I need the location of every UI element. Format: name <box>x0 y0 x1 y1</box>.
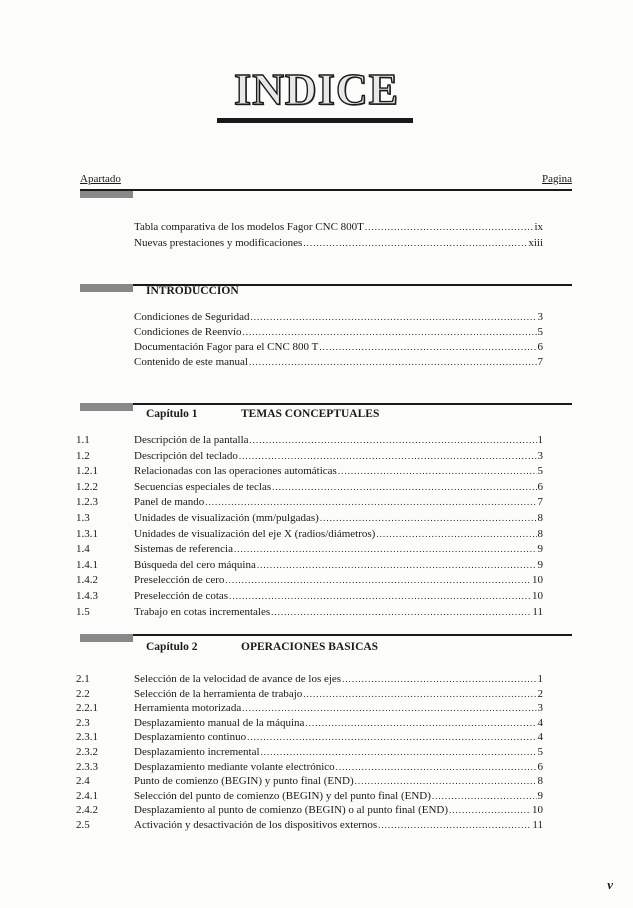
toc-entry-page: 9 <box>537 558 543 571</box>
toc-entry-page: 6 <box>537 760 543 773</box>
toc-entry-number: 2.2.1 <box>76 702 98 715</box>
toc-entry-title: Condiciones de Seguridad <box>134 311 250 323</box>
toc-leader-dots <box>242 700 536 716</box>
toc-entry <box>76 432 543 448</box>
toc-entry-title: Documentación Fagor para el CNC 800 T <box>134 341 319 353</box>
toc-leader-dots <box>229 588 531 604</box>
toc-entry <box>76 572 543 588</box>
toc-leader-dots <box>249 354 537 370</box>
toc-entry-number: 1.3.1 <box>76 527 98 540</box>
toc-entry-page: 5 <box>537 465 543 478</box>
chapter2-label: Capítulo 2 <box>146 641 198 653</box>
toc-entry <box>134 354 543 370</box>
toc-entry-title: Contenido de este manual <box>134 356 248 368</box>
toc-entry-number: 1.4.2 <box>76 574 98 587</box>
toc-entry-title: Preselección de cotas <box>134 590 229 602</box>
toc-entry-page: 5 <box>537 326 543 338</box>
toc-entry-number: 1.2.1 <box>76 465 98 478</box>
toc-entry-number: 1.4.1 <box>76 558 98 571</box>
header-gray-block <box>80 191 133 198</box>
toc-entry-number: 1.5 <box>76 605 90 618</box>
toc-entry-title: Desplazamiento continuo <box>134 731 247 744</box>
toc-leader-dots <box>261 744 537 760</box>
page-title: INDICE <box>234 65 399 114</box>
toc-leader-dots <box>305 715 536 731</box>
toc-entry-title: Preselección de cero <box>134 574 225 587</box>
toc-leader-dots <box>272 479 536 495</box>
toc-entry-page: 6 <box>537 480 543 493</box>
toc-entry-page: 1 <box>537 673 543 685</box>
toc-entry-number: 2.5 <box>76 819 90 831</box>
toc-entry-page: 11 <box>532 819 543 831</box>
toc-entry <box>76 802 543 818</box>
toc-entry <box>76 557 543 573</box>
toc-leader-dots <box>250 309 536 325</box>
header-apartado: Apartado <box>80 173 121 185</box>
toc-entry-title: Condiciones de Reenvío <box>134 326 242 338</box>
toc-leader-dots <box>205 494 536 510</box>
toc-entry-number: 1.1 <box>76 434 90 446</box>
toc-leader-dots <box>365 219 534 235</box>
toc-entry-number: 1.3 <box>76 512 90 524</box>
chapter2-title: OPERACIONES BASICAS <box>241 641 379 653</box>
toc-entry <box>76 788 543 804</box>
toc-entry-number: 2.1 <box>76 673 90 685</box>
toc-entry-title: Descripción de la pantalla <box>134 434 249 446</box>
toc-entry-number: 2.3.3 <box>76 760 98 773</box>
toc-entry-page: 3 <box>537 449 543 462</box>
toc-entry-page: 1 <box>537 434 543 446</box>
toc-leader-dots <box>342 671 536 687</box>
toc-entry <box>134 339 543 355</box>
toc-entry <box>76 671 543 687</box>
toc-entry-title: Selección de la herramienta de trabajo <box>134 687 303 700</box>
toc-entry <box>76 729 543 745</box>
toc-entry-title: Búsqueda del cero máquina <box>134 558 256 571</box>
toc-entry <box>76 759 543 775</box>
toc-entry-number: 2.4.2 <box>76 804 98 817</box>
toc-entry-number: 2.2 <box>76 687 90 700</box>
toc-entry <box>76 463 543 479</box>
toc-leader-dots <box>432 788 537 804</box>
toc-entry <box>76 744 543 760</box>
toc-entry-title: Sistemas de referencia <box>134 543 233 556</box>
toc-entry-number: 2.3 <box>76 716 90 729</box>
toc-entry-title: Desplazamiento al punto de comienzo (BEGIN) o al punto final (END) <box>134 804 449 817</box>
toc-leader-dots <box>338 463 537 479</box>
toc-entry-number: 1.2.3 <box>76 496 98 509</box>
toc-entry-title: Trabajo en cotas incrementales <box>134 605 271 618</box>
intro-heading: INTRODUCCION <box>146 285 239 297</box>
toc-entry <box>76 494 543 510</box>
toc-entry <box>76 817 543 833</box>
toc-entry <box>76 448 543 464</box>
page-number: v <box>607 877 613 892</box>
toc-entry <box>76 686 543 702</box>
toc-entry-page: 4 <box>537 731 543 744</box>
toc-entry-page: 11 <box>532 605 543 618</box>
toc-entry-page: 2 <box>537 687 543 700</box>
toc-leader-dots <box>225 572 531 588</box>
toc-entry-page: 10 <box>532 574 543 587</box>
toc-leader-dots <box>271 604 531 620</box>
toc-entry <box>134 324 543 340</box>
toc-entry-page: ix <box>534 221 543 233</box>
toc-entry-page: 7 <box>537 496 543 509</box>
toc-leader-dots <box>320 510 537 526</box>
toc-leader-dots <box>257 557 537 573</box>
toc-leader-dots <box>247 729 536 745</box>
toc-entry-page: 8 <box>537 775 543 788</box>
toc-entry-number: 2.4.1 <box>76 789 98 802</box>
toc-entry <box>76 510 543 526</box>
toc-entry <box>76 773 543 789</box>
header-pagina: Pagina <box>542 173 572 185</box>
toc-leader-dots <box>336 759 537 775</box>
toc-entry-title: Secuencias especiales de teclas <box>134 480 272 493</box>
toc-entry-page: 9 <box>537 789 543 802</box>
toc-entry-number: 1.4.3 <box>76 590 98 602</box>
toc-entry-page: 4 <box>537 716 543 729</box>
toc-leader-dots <box>376 526 536 542</box>
toc-entry-number: 1.4 <box>76 543 90 556</box>
toc-entry-page: 8 <box>537 512 543 524</box>
toc-entry-number: 2.3.2 <box>76 746 98 758</box>
toc-entry-title: Panel de mando <box>134 496 205 509</box>
toc-leader-dots <box>303 686 536 702</box>
toc-entry-page: xiii <box>528 237 543 249</box>
toc-entry-title: Tabla comparativa de los modelos Fagor CNC 800T <box>134 221 364 233</box>
toc-entry-number: 2.4 <box>76 775 90 788</box>
chapter1-title: TEMAS CONCEPTUALES <box>241 408 380 420</box>
toc-leader-dots <box>378 817 531 833</box>
toc-entry-page: 8 <box>537 527 543 540</box>
toc-entry <box>76 526 543 542</box>
toc-entry-title: Desplazamiento mediante volante electrónico <box>134 760 335 773</box>
toc-entry-page: 9 <box>537 543 543 556</box>
toc-entry <box>76 588 543 604</box>
chapter2-gray-block <box>80 634 133 642</box>
toc-entry-title: Unidades de visualización del eje X (radios/diámetros) <box>134 527 376 540</box>
toc-entry-title: Relacionadas con las operaciones automáticas <box>134 465 337 478</box>
chapter1-rule <box>133 403 572 405</box>
toc-leader-dots <box>239 448 537 464</box>
toc-entry-title: Nuevas prestaciones y modificaciones <box>134 237 303 249</box>
intro-gray-block <box>80 284 133 292</box>
toc-entry-number: 2.3.1 <box>76 731 98 744</box>
toc-entry-page: 7 <box>537 356 543 368</box>
toc-leader-dots <box>243 324 537 340</box>
toc-entry <box>76 715 543 731</box>
toc-entry-title: Unidades de visualización (mm/pulgadas) <box>134 512 319 524</box>
chapter1-label: Capítulo 1 <box>146 408 198 420</box>
toc-leader-dots <box>250 432 537 448</box>
toc-entry <box>76 541 543 557</box>
toc-entry-number: 1.2 <box>76 449 90 462</box>
toc-entry <box>76 700 543 716</box>
toc-leader-dots <box>355 773 537 789</box>
toc-leader-dots <box>303 235 527 251</box>
toc-entry-title: Herramienta motorizada <box>134 702 242 715</box>
toc-leader-dots <box>319 339 536 355</box>
chapter1-gray-block <box>80 403 133 411</box>
toc-entry-title: Selección del punto de comienzo (BEGIN) y del punto final (END) <box>134 789 431 802</box>
toc-entry <box>134 235 543 251</box>
toc-entry-title: Punto de comienzo (BEGIN) y punto final (END) <box>134 775 354 788</box>
toc-entry-page: 3 <box>537 702 543 715</box>
toc-entry-page: 10 <box>532 804 543 817</box>
toc-entry-number: 1.2.2 <box>76 480 98 493</box>
toc-entry-page: 6 <box>537 341 543 353</box>
toc-entry-title: Activación y desactivación de los dispositivos externos <box>134 819 378 831</box>
toc-entry <box>76 604 543 620</box>
toc-entry-title: Desplazamiento incremental <box>134 746 260 758</box>
toc-leader-dots <box>234 541 537 557</box>
toc-entry <box>134 309 543 325</box>
toc-entry <box>76 479 543 495</box>
chapter2-rule <box>133 634 572 636</box>
toc-entry-title: Selección de la velocidad de avance de los ejes <box>134 673 342 685</box>
toc-entry-title: Desplazamiento manual de la máquina <box>134 716 305 729</box>
toc-entry <box>134 219 543 235</box>
toc-entry-title: Descripción del teclado <box>134 449 238 462</box>
toc-entry-page: 3 <box>537 311 543 323</box>
title-underline <box>217 118 413 123</box>
toc-leader-dots <box>449 802 531 818</box>
toc-entry-page: 5 <box>537 746 543 758</box>
header-rule <box>80 189 572 191</box>
toc-entry-page: 10 <box>532 590 543 602</box>
